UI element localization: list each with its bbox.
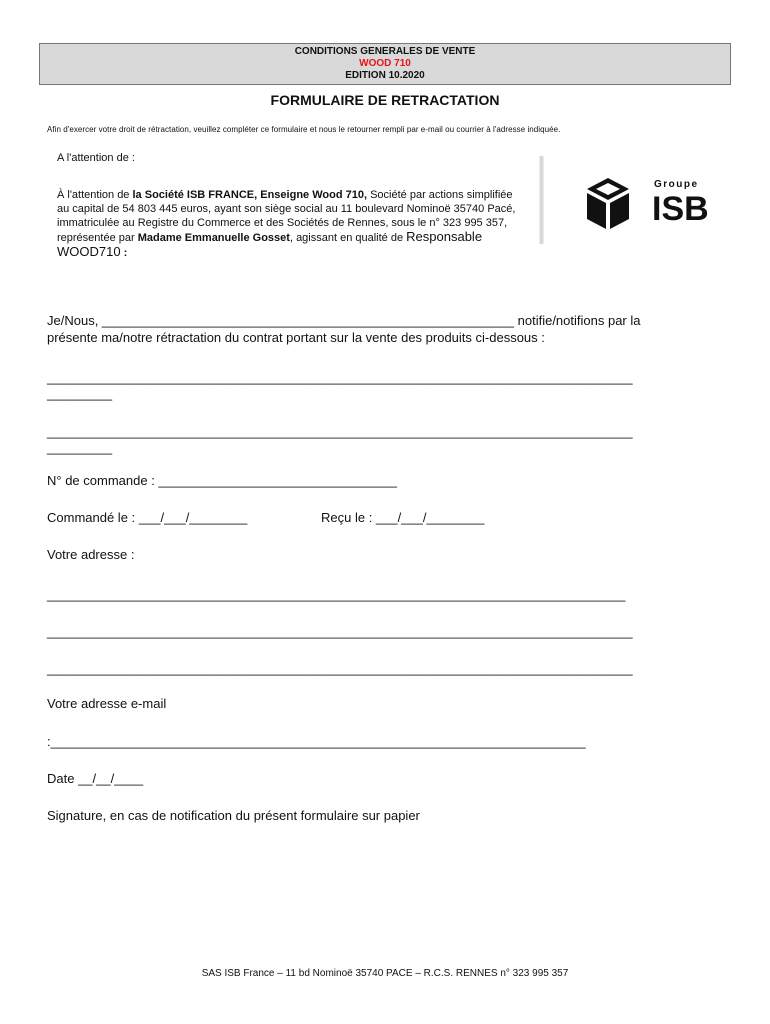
attention-representative: Madame Emmanuelle Gosset: [137, 232, 290, 244]
order-number-field[interactable]: N° de commande : _________________________________: [47, 473, 398, 488]
address-line-3[interactable]: _________________________________________________________________________________: [47, 661, 633, 676]
ordered-on-field[interactable]: Commandé le : ___/___/________: [47, 510, 248, 525]
je-nous-line-2: présente ma/notre rétractation du contrat portant sur la vente des produits ci-dessous :: [47, 330, 545, 345]
email-field[interactable]: :__________________________________________________________________________: [47, 734, 586, 749]
address-line-1[interactable]: ________________________________________________________________________________: [47, 587, 626, 602]
attention-label: A l'attention de :: [57, 152, 135, 164]
attention-text-2: Société par actions simplifiée au capital de 54 803 445 euros, ayant son siège social au 11 boulevard Nominoë 35740 Pacé, immatriculée au Registre du Commerce et des Sociétés de Rennes, sous le n° 323 995 357, représentée par: [57, 189, 516, 244]
address-label: Votre adresse :: [47, 547, 135, 562]
document-header-box: [39, 43, 731, 85]
products-line-2[interactable]: _________________________________________________________________________________: [47, 424, 633, 439]
products-line-1-end[interactable]: _________: [47, 386, 113, 401]
attention-company: la Société ISB FRANCE, Enseigne Wood 710,: [132, 189, 368, 201]
address-line-2[interactable]: _________________________________________________________________________________: [47, 624, 633, 639]
date-field[interactable]: Date __/__/____: [47, 771, 144, 786]
header-title: CONDITIONS GENERALES DE VENTE: [294, 46, 476, 57]
logo-isb-text: ISB: [652, 190, 709, 228]
logo-groupe-text: Groupe: [654, 179, 699, 190]
logo-divider: [539, 156, 544, 244]
page-footer: SAS ISB France – 11 bd Nominoë 35740 PACE – R.C.S. RENNES n° 323 995 357: [201, 968, 569, 979]
signature-label: Signature, en cas de notification du présent formulaire sur papier: [47, 808, 420, 823]
header-edition: EDITION 10.2020: [345, 70, 425, 81]
attention-text-3: , agissant en qualité de: [289, 232, 407, 244]
je-nous-line[interactable]: Je/Nous, _________________________________________________________ notifie/notifions par la: [47, 313, 641, 328]
groupe-isb-logo: [583, 174, 713, 236]
attention-text-1: À l'attention de: [57, 189, 133, 201]
cube-logo-icon: [587, 178, 629, 229]
email-label: Votre adresse e-mail: [47, 696, 167, 711]
intro-text: Afin d'exercer votre droit de rétractation, veuillez compléter ce formulaire et nous le retourner rempli par e-mail ou courrier à l'adresse indiquée.: [47, 125, 561, 134]
products-line-1[interactable]: _________________________________________________________________________________: [47, 370, 633, 385]
attention-address: [57, 188, 527, 260]
attention-colon: :: [120, 247, 128, 259]
header-brand: WOOD 710: [359, 58, 411, 69]
products-line-2-end[interactable]: _________: [47, 440, 113, 455]
received-on-field[interactable]: Reçu le : ___/___/________: [321, 510, 485, 525]
attention-role: Responsable WOOD710: [57, 229, 483, 259]
form-title: FORMULAIRE DE RETRACTATION: [270, 92, 500, 108]
